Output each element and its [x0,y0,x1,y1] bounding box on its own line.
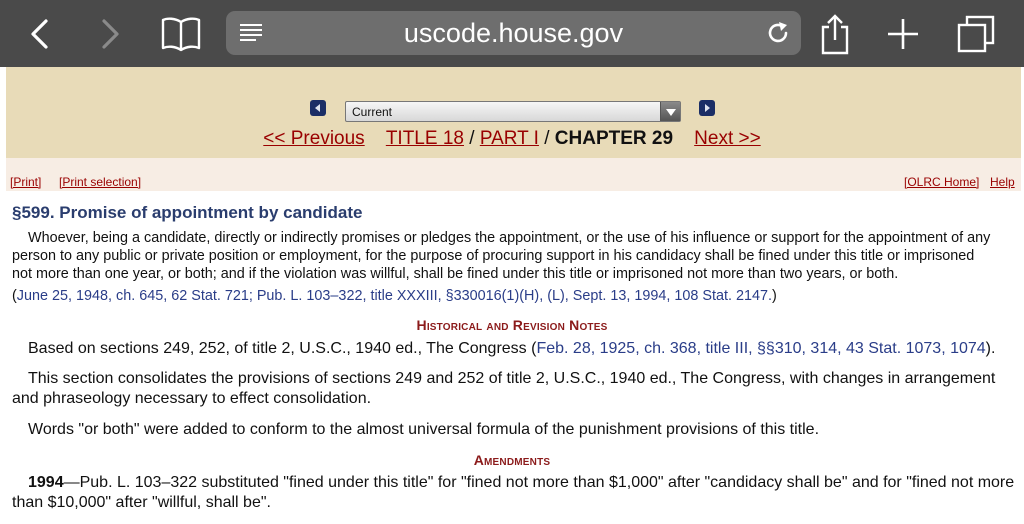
amendments-heading: Amendments [473,452,551,468]
amendment-year: 1994 [28,474,64,491]
next-link[interactable]: Next >> [694,128,761,149]
breadcrumb [0,128,1024,150]
help-link[interactable]: Help [990,175,1015,189]
source-credit [12,287,777,305]
based-on-paragraph [28,339,995,359]
section-text-line: Whoever, being a candidate, directly or indirectly promises or pledges the appointment, or the use of his influence or support for the appointment of any [28,230,991,246]
next-version-icon[interactable] [699,100,715,116]
source-citation-link[interactable]: June 25, 1948, ch. 645, 62 Stat. 721; Pub. L. 103–322, title XXXIII, §330016(1)(H), (L), Sept. 13, 1994, 108 Stat. 2147. [16,288,773,304]
breadcrumb-separator: / [538,128,555,149]
consolidation-line: This section consolidates the provisions of sections 249 and 252 of title 2, U.S.C., 1940 ed., The Congress, with changes in arrangement [28,370,996,387]
title-link[interactable]: TITLE 18 [385,128,464,149]
prev-version-icon[interactable] [310,100,326,116]
print-selection-link[interactable]: [Print selection] [59,175,142,189]
section-heading: §599. Promise of appointment by candidate [12,203,363,222]
based-on-citation-link[interactable]: Feb. 28, 1925, ch. 368, title III, §§310, 314, 43 Stat. 1073, 1074 [536,340,986,357]
tabs-icon[interactable] [954,0,998,67]
back-icon[interactable] [20,0,60,67]
based-on-suffix: ). [985,340,996,357]
amendment-text: —Pub. L. 103–322 substituted "fined under this title" for "fined not more than $1,000" after "candidacy shall be" and for "fined not more [63,474,1015,491]
utility-bar [6,158,1021,191]
new-tab-icon[interactable] [882,0,924,67]
amendment-line: than $10,000" after "willful, shall be". [12,494,271,511]
source-paren-close: ) [772,288,777,304]
version-select-value: Current [352,105,393,119]
version-select[interactable] [345,101,681,122]
amendment-line [28,473,1014,493]
section-text-line: not more than one year, or both; and if the violation was willful, shall be fined under this title or imprisoned not more than two years, or both. [12,266,899,282]
consolidation-line: and phraseology necessary to effect consolidation. [12,390,372,407]
words-note: Words "or both" were added to conform to the almost universal formula of the punishment provisions of this title. [28,421,820,438]
address-bar[interactable] [226,11,801,55]
current-chapter: CHAPTER 29 [554,128,674,149]
bookmarks-icon[interactable] [156,0,206,67]
share-icon[interactable] [814,0,856,67]
url-text: uscode.house.gov [403,18,624,48]
previous-link[interactable]: << Previous [263,128,365,149]
part-link[interactable]: PART I [479,128,539,149]
section-text-line: person to any public or private position or employment, for the purpose of procuring support in his candidacy shall be fined under this title or imprisoned [12,248,975,264]
print-link[interactable]: [Print] [10,175,42,189]
breadcrumb-separator: / [463,128,480,149]
reload-icon[interactable] [765,20,791,51]
source-paren-open: ( [12,288,17,304]
forward-icon[interactable] [90,0,130,67]
based-on-text: Based on sections 249, 252, of title 2, U.S.C., 1940 ed., The Congress ( [28,340,537,357]
olrc-home-link[interactable]: [OLRC Home] [904,175,980,189]
browser-toolbar [0,0,1024,67]
historical-notes-heading: Historical and Revision Notes [416,317,608,333]
chevron-down-icon[interactable] [660,102,680,121]
